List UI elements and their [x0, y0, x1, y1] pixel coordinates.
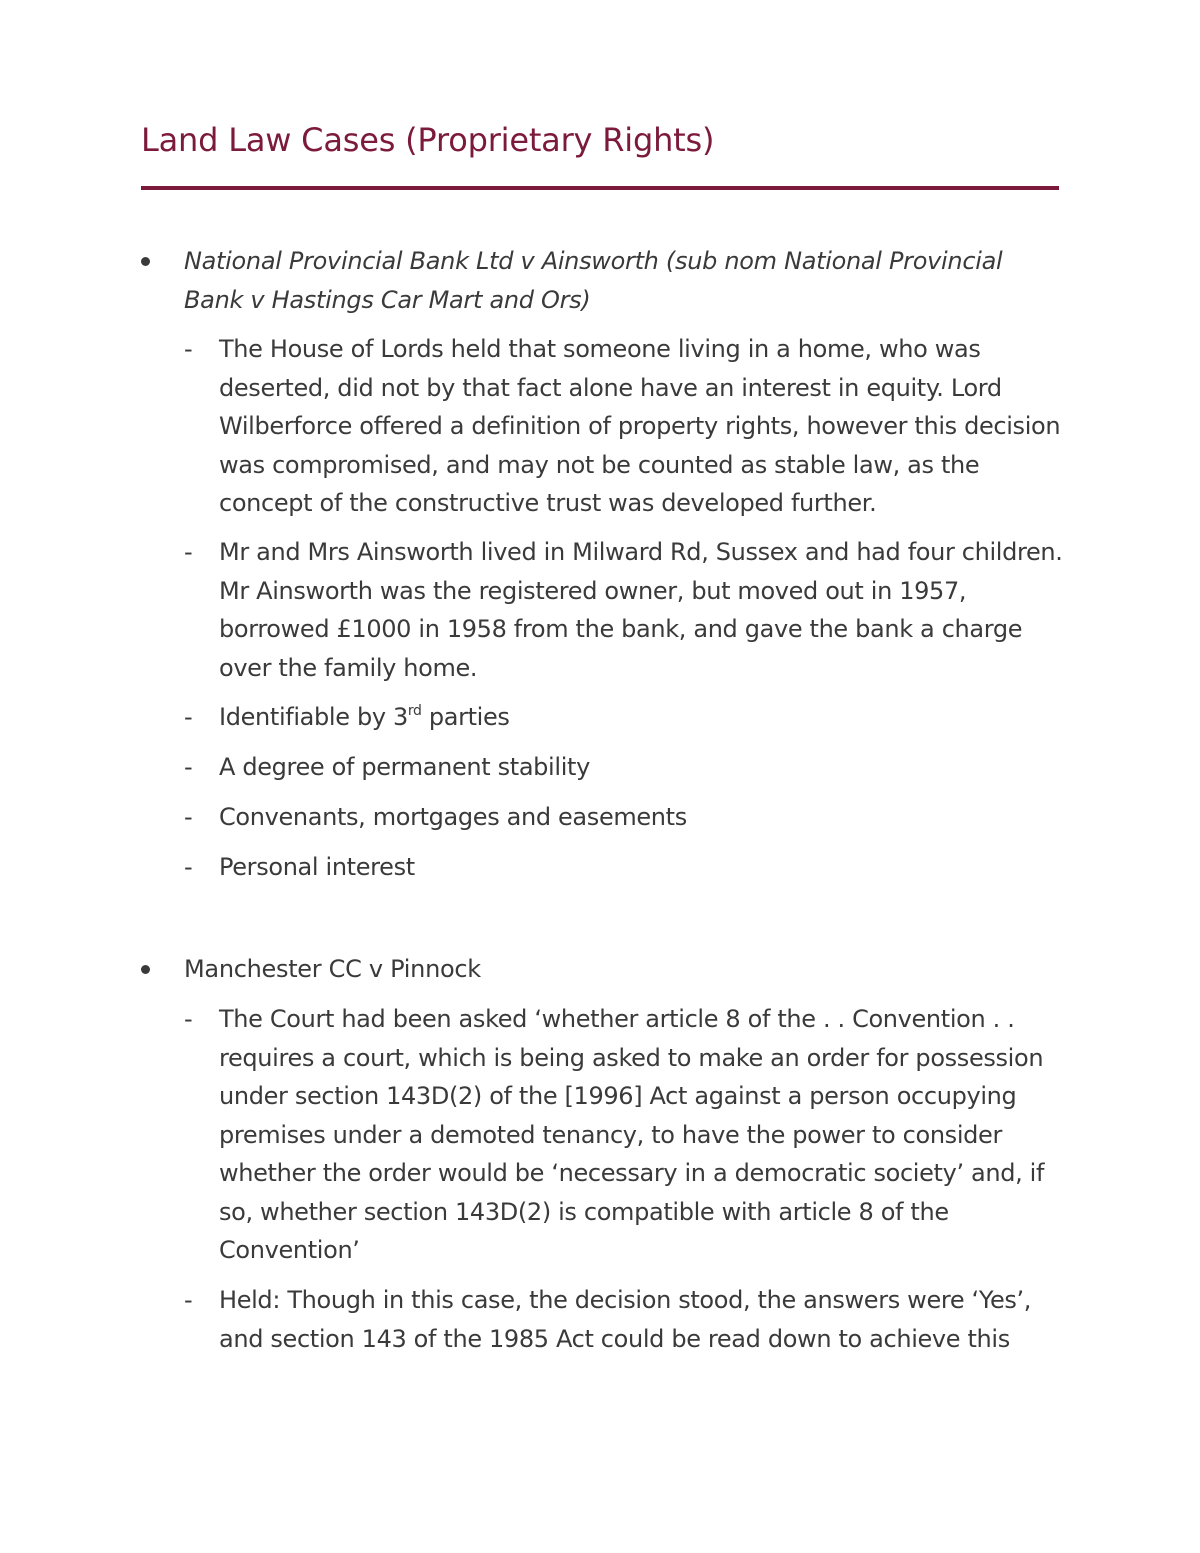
dash-icon: - — [184, 753, 193, 781]
case-title: Manchester CC v Pinnock — [184, 955, 481, 983]
ordinal-suffix: rd — [407, 703, 422, 719]
dash-icon: - — [184, 1005, 193, 1033]
dash-icon: - — [184, 538, 193, 566]
point-text — [219, 698, 1069, 737]
point-text: Personal interest — [219, 853, 415, 881]
dash-icon: - — [184, 1286, 193, 1314]
point-text: Mr and Mrs Ainsworth lived in Milward Rd, Sussex and had four children. Mr Ainsworth was the registered owner, but moved out in 1957, borrowed £1000 in 1958 from the bank, and gave the bank a charge over the family home. — [219, 538, 1063, 682]
dash-icon: - — [184, 335, 193, 363]
point-text: The House of Lords held that someone living in a home, who was deserted, did not by that fact alone have an interest in equity. Lord Wilberforce offered a definition of property rights, however this decision was compromised, and may not be counted as stable law, as the concept of the constructive trust was developed further. — [219, 335, 1061, 517]
page-title: Land Law Cases (Proprietary Rights) — [141, 121, 715, 159]
case-title: National Provincial Bank Ltd v Ainsworth (sub nom National Provincial Bank v Hastings Car Mart and Ors) — [184, 247, 1003, 314]
dash-icon: - — [184, 703, 193, 731]
dash-icon: - — [184, 853, 193, 881]
point-text-main: Identifiable by 3 — [219, 703, 408, 731]
title-divider — [141, 186, 1059, 190]
point-text: Convenants, mortgages and easements — [219, 803, 687, 831]
point-text-rest: parties — [421, 703, 510, 731]
dash-icon: - — [184, 803, 193, 831]
bullet-icon — [141, 257, 150, 266]
bullet-icon — [141, 965, 150, 974]
point-text: A degree of permanent stability — [219, 753, 590, 781]
point-text: Held: Though in this case, the decision stood, the answers were ‘Yes’, and section 143 of the 1985 Act could be read down to achieve this — [219, 1286, 1032, 1353]
point-text: The Court had been asked ‘whether article 8 of the . . Convention . . requires a court, which is being asked to make an order for possession under section 143D(2) of the [1996] Act against a person occupying premises under a demoted tenancy, to have the power to consider whether the order would be ‘necessary in a democratic society’ and, if so, whether section 143D(2) is compatible with article 8 of the Convention’ — [219, 1005, 1045, 1264]
